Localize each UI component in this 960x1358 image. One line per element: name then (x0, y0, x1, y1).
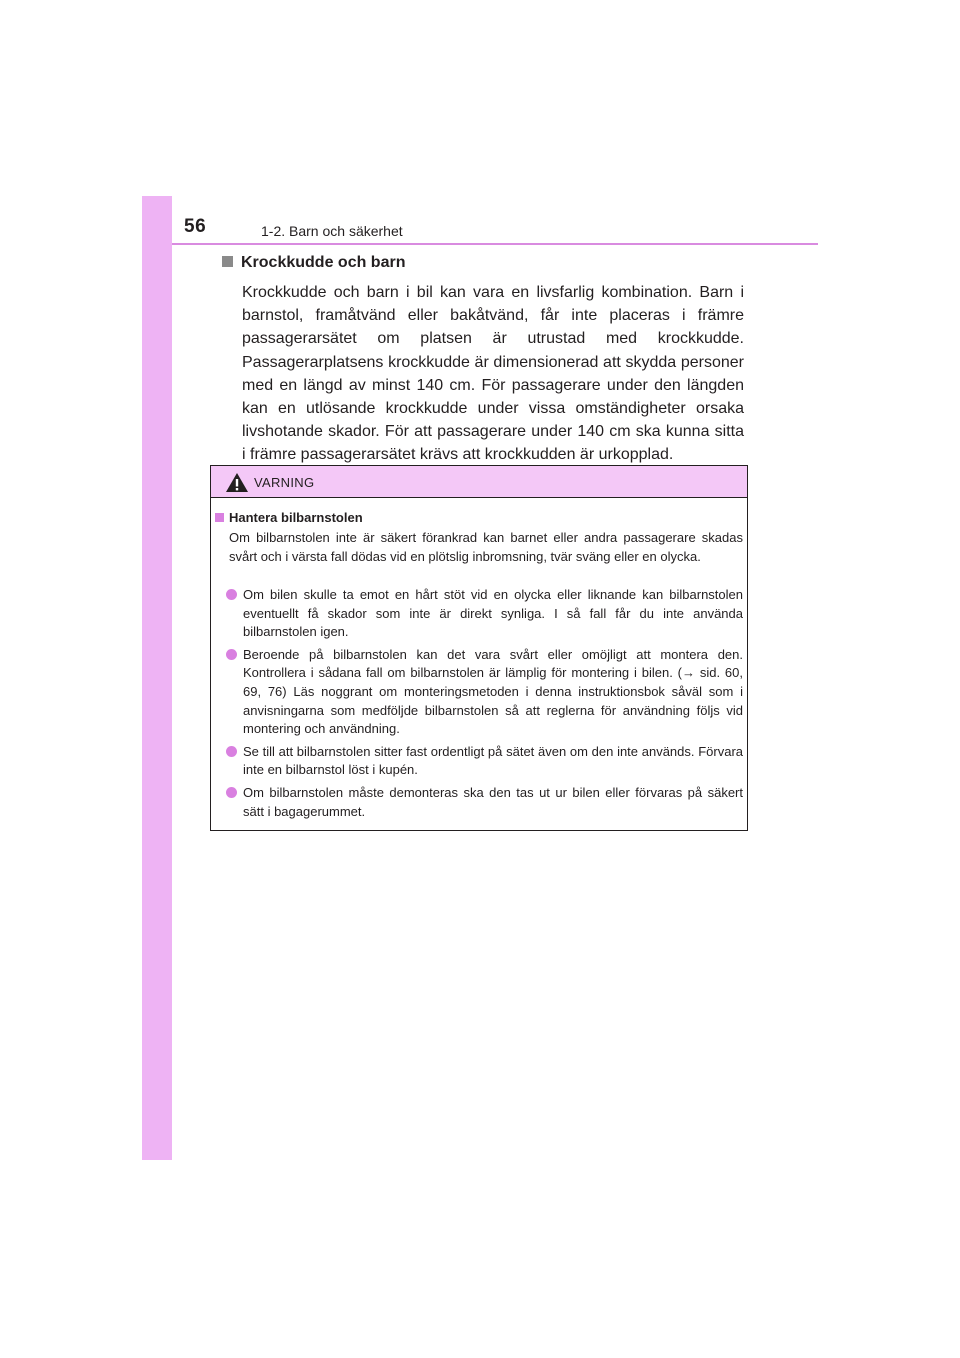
bullet-dot-icon (226, 589, 237, 600)
warning-subheading-text: Hantera bilbarnstolen (229, 510, 363, 525)
heading-square-icon (222, 256, 233, 267)
warning-subheading (215, 510, 363, 525)
side-band (142, 196, 172, 1160)
warning-intro: Om bilbarnstolen inte är säkert förankrad kan barnet eller andra passagerare skadas svårt och i värsta fall dödas vid en plötslig inbromsning, tvär sväng eller en olycka. (229, 530, 743, 564)
warning-triangle-icon (225, 472, 249, 493)
page-number: 56 (184, 216, 207, 237)
bullet-text: Om bilbarnstolen måste demonteras ska den tas ut ur bilen eller förvaras på säkert sätt i bagagerummet. (243, 784, 743, 819)
list-item (225, 743, 743, 780)
warning-bullet-list (225, 586, 743, 825)
header-rule (172, 243, 818, 245)
warning-title: VARNING (254, 475, 315, 490)
bullet-text: Se till att bilbarnstolen sitter fast ordentligt på sätet även om den inte används. Förvara inte en bilbarnstol löst i kupén. (243, 743, 743, 778)
bullet-text: Om bilen skulle ta emot en hårt stöt vid en olycka eller liknande kan bilbarnstolen eventuellt få skador som inte är direkt synliga. I så fall får du inte använda bilbarnstolen igen. (243, 587, 743, 640)
body-paragraph: Krockkudde och barn i bil kan vara en livsfarlig kombination. Barn i barnstol, framåtvänd eller bakåtvänd, får inte placeras i främre passagerarsätet om platsen är utrustad med krockkudde. Passagerarplatsens krockkudde är dimensionerad att skydda personer med en längd av minst 140 cm. För passagerare under den längden kan en utlösande krockkudde under vissa omständigheter orsaka livshotande skador. För att passagerare under 140 cm ska kunna sitta i främre passagerarsätet krävs att krockkudden är urkopplad. (242, 284, 744, 464)
warning-box (210, 465, 748, 831)
list-item (225, 784, 743, 821)
section-heading (222, 254, 405, 272)
bullet-dot-icon (226, 746, 237, 757)
bullet-text: Beroende på bilbarnstolen kan det vara svårt eller omöjligt att montera den. Kontrollera i sådana fall om bilbarnstolen är lämplig för montering i bilen. (→ sid. 60, 69, 76) Läs noggrant om monteringsmetoden i denna instruktionsbok såväl som i anvisningarna som medföljde bilbarnstolen så att reglerna för användning följs vid montering och användning. (243, 646, 743, 737)
list-item (225, 646, 743, 739)
list-item (225, 586, 743, 642)
section-heading-text: Krockkudde och barn (241, 254, 406, 271)
bullet-dot-icon (226, 649, 237, 660)
subheading-square-icon (215, 513, 224, 522)
bullet-dot-icon (226, 787, 237, 798)
section-title: 1-2. Barn och säkerhet (261, 223, 403, 239)
warning-header (211, 466, 747, 498)
